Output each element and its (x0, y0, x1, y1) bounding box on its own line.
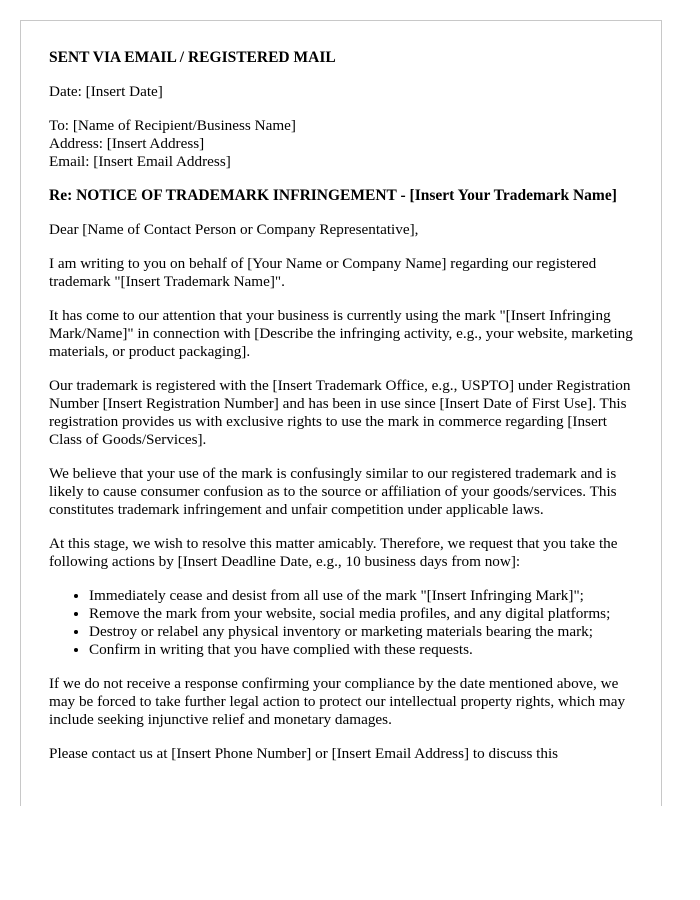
paragraph-confusion: We believe that your use of the mark is confusingly similar to our registered trademark and is likely to cause consumer confusion as to the source or affiliation of your goods/services. This constitutes trademark infringement and unfair competition under applicable laws. (49, 465, 617, 518)
subject-line: Re: NOTICE OF TRADEMARK INFRINGEMENT - [Insert Your Trademark Name] (49, 187, 617, 204)
paragraph-legal-action: If we do not receive a response confirming your compliance by the date mentioned above, we may be forced to take further legal action to protect our intellectual property rights, which may include seeking injunctive relief and monetary damages. (49, 675, 626, 728)
actions-list (49, 587, 641, 659)
recipient-email: Email: [Insert Email Address] (49, 153, 231, 170)
list-item: • Confirm in writing that you have complied with these requests. (89, 641, 641, 659)
recipient-block (49, 117, 641, 171)
salutation: Dear [Name of Contact Person or Company Representative], (49, 221, 419, 238)
list-item: • Destroy or relabel any physical inventory or marketing materials bearing the mark; (89, 623, 641, 641)
letter-heading: SENT VIA EMAIL / REGISTERED MAIL (49, 49, 336, 66)
list-item: • Remove the mark from your website, social media profiles, and any digital platforms; (89, 605, 641, 623)
letter-page (20, 20, 662, 806)
paragraph-contact: Please contact us at [Insert Phone Number] or [Insert Email Address] to discuss this (49, 745, 559, 762)
recipient-to: To: [Name of Recipient/Business Name] (49, 117, 296, 134)
paragraph-infringing-use: It has come to our attention that your business is currently using the mark "[Insert Infringing Mark/Name]" in connection with [Describe the infringing activity, e.g., your website, marketing materials, or product packaging]. (49, 307, 633, 360)
date-line: Date: [Insert Date] (49, 83, 163, 100)
list-item: • Immediately cease and desist from all use of the mark "[Insert Infringing Mark]"; (89, 587, 641, 605)
recipient-address: Address: [Insert Address] (49, 135, 205, 152)
paragraph-request: At this stage, we wish to resolve this matter amicably. Therefore, we request that you take the following actions by [Insert Deadline Date, e.g., 10 business days from now]: (49, 535, 618, 570)
paragraph-registration: Our trademark is registered with the [Insert Trademark Office, e.g., USPTO] under Registration Number [Insert Registration Number] and has been in use since [Insert Date of First Use]. This registration provides us with exclusive rights to use the mark in commerce regarding [Insert Class of Goods/Services]. (49, 377, 631, 448)
letter-body (49, 49, 641, 779)
paragraph-intro: I am writing to you on behalf of [Your Name or Company Name] regarding our registered trademark "[Insert Trademark Name]". (49, 255, 597, 290)
